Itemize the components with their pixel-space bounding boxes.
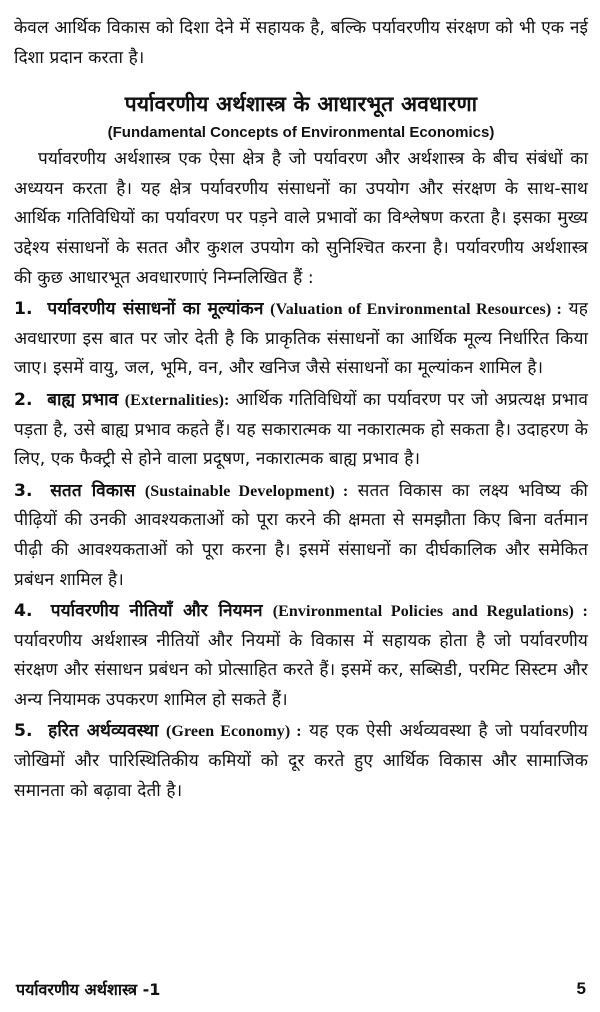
item-english: (Valuation of Environmental Resources) : [270, 301, 562, 319]
page-content [14, 14, 588, 806]
concept-item [14, 477, 588, 595]
concept-item [14, 386, 588, 475]
footer-book-title: पर्यावरणीय अर्थशास्त्र -1 [16, 980, 161, 999]
item-text: सतत विकास का लक्ष्य भविष्य की पीढ़ियों की उनकी आवश्यकताओं को पूरा करने की क्षमता से समझौता किए बिना वर्तमान पीढ़ी की आवश्यकताओं को पूरा करना है। इसमें संसाधनों का दीर्घकालिक और समेकित प्रबंधन शामिल है। [14, 480, 588, 590]
intro-paragraph: केवल आर्थिक विकास को दिशा देने में सहायक है, बल्कि पर्यावरणीय संरक्षण को भी एक नई दिशा प्रदान करता है। [14, 18, 588, 68]
item-number: 1. [14, 299, 33, 320]
item-term: हरित अर्थव्यवस्था [48, 721, 159, 742]
item-term: बाह्य प्रभाव [47, 389, 119, 410]
item-text: पर्यावरणीय अर्थशास्त्र नीतियों और नियमों के विकास में सहायक होता है जो पर्यावरणीय संरक्षण और संसाधन प्रबंधन को प्रोत्साहित करते हैं। इसमें कर, सब्सिडी, परमिट सिस्टम और अन्य नियामक उपकरण शामिल हो सकते हैं। [14, 630, 588, 710]
item-term: सतत विकास [50, 480, 136, 501]
page-footer [16, 978, 586, 1000]
page-number: 5 [576, 979, 586, 998]
concept-item [14, 717, 588, 806]
item-english: (Externalities): [124, 391, 230, 409]
item-english: (Sustainable Development) : [144, 482, 349, 500]
item-text: यह अवधारणा इस बात पर जोर देती है कि प्राकृतिक संसाधनों का आर्थिक मूल्य निर्धारित किया जाए। इसमें वायु, जल, भूमि, वन, और खनिज जैसे संसाधनों का मूल्यांकन शामिल है। [14, 299, 588, 379]
section-subheading: (Fundamental Concepts of Environmental Economics) [107, 124, 495, 142]
item-term: पर्यावरणीय नीतियाँ और नियमन [50, 601, 263, 622]
item-english: (Green Economy) : [166, 723, 302, 741]
section-heading: पर्यावरणीय अर्थशास्त्र के आधारभूत अवधारणा [124, 92, 478, 117]
concept-item [14, 597, 588, 715]
section-paragraph: पर्यावरणीय अर्थशास्त्र एक ऐसा क्षेत्र है जो पर्यावरण और अर्थशास्त्र के बीच संबंधों का अध्ययन करता है। यह क्षेत्र पर्यावरणीय संसाधनों का उपयोग और संरक्षण के साथ-साथ आर्थिक गतिविधियों का पर्यावरण पर पड़ने वाले प्रभावों का विश्लेषण करता है। इसका मुख्य उद्देश्य संसाधनों के सतत और कुशल उपयोग को सुनिश्चित करना है। पर्यावरणीय अर्थशास्त्र की कुछ आधारभूत अवधारणाएं निम्नलिखित हैं : [14, 149, 588, 288]
item-number: 5. [14, 721, 33, 742]
item-text: आर्थिक गतिविधियों का पर्यावरण पर जो अप्रत्यक्ष प्रभाव पड़ता है, उसे बाह्य प्रभाव कहते हैं। यह सकारात्मक या नकारात्मक हो सकता है। उदाहरण के लिए, एक फैक्ट्री से होने वाला प्रदूषण, नकारात्मक बाह्य प्रभाव है। [14, 389, 588, 470]
item-number: 2. [14, 389, 33, 410]
item-number: 3. [14, 480, 33, 501]
item-number: 4. [14, 601, 33, 622]
item-text: यह एक ऐसी अर्थव्यवस्था है जो पर्यावरणीय जोखिमों और पारिस्थितिकीय कमियों को दूर करते हुए आर्थिक विकास और सामाजिक समानता को बढ़ावा देती है। [14, 721, 588, 801]
concept-item [14, 295, 588, 384]
item-english: (Environmental Policies and Regulations) : [272, 603, 588, 621]
item-term: पर्यावरणीय संसाधनों का मूल्यांकन [47, 299, 264, 320]
